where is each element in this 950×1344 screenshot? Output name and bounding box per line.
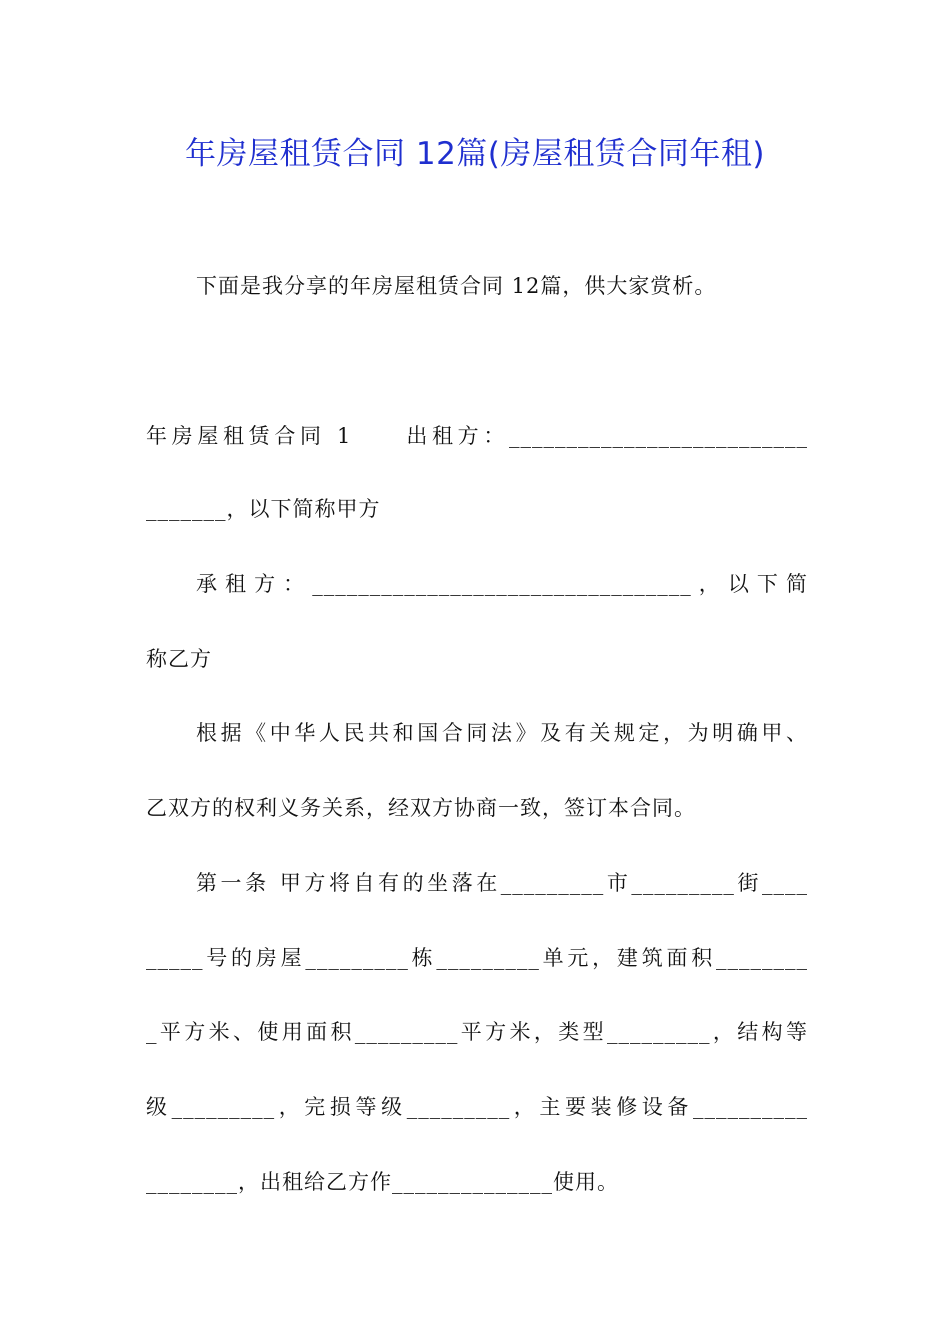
contract-line-11: ________，出租给乙方作______________使用。 [146, 1170, 619, 1194]
contract-line-3: 承租方：_________________________________，以下简 [196, 572, 808, 596]
document-title: 年房屋租赁合同 12篇(房屋租赁合同年租) [185, 136, 765, 172]
contract-line-10: 级_________，完损等级_________，主要装修设备__________ [146, 1095, 808, 1119]
intro-paragraph: 下面是我分享的年房屋租赁合同 12篇，供大家赏析。 [196, 274, 717, 298]
contract-line-8: _____号的房屋_________栋_________单元，建筑面积________ [146, 946, 808, 970]
contract-line-1: 年房屋租赁合同 1 出租方：__________________________ [146, 424, 808, 448]
contract-line-2: _______，以下简称甲方 [146, 497, 381, 521]
contract-line-9: _平方米、使用面积_________平方米，类型_________，结构等 [146, 1020, 808, 1044]
contract-line-7: 第一条 甲方将自有的坐落在_________市_________街____ [196, 871, 808, 895]
contract-line-4: 称乙方 [146, 647, 212, 671]
contract-line-6: 乙双方的权利义务关系，经双方协商一致，签订本合同。 [146, 796, 696, 820]
contract-line-5: 根据《中华人民共和国合同法》及有关规定，为明确甲、 [196, 721, 808, 745]
